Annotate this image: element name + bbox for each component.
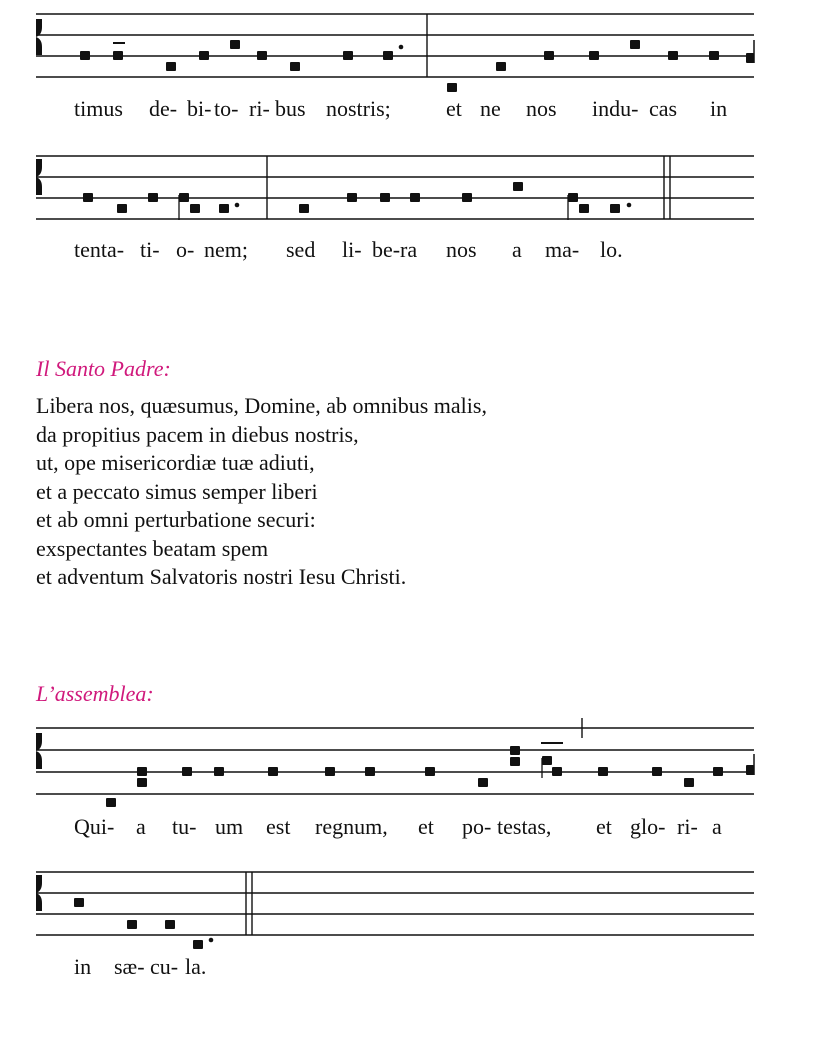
prayer-line: et ab omni perturbatione securi: bbox=[36, 507, 316, 532]
chant-staff-4 bbox=[0, 860, 814, 990]
syllable: in bbox=[710, 96, 728, 121]
syllable: nem; bbox=[204, 237, 248, 262]
syllable: bi- bbox=[187, 96, 212, 121]
syllable: cas bbox=[649, 96, 678, 121]
syllable: li- bbox=[342, 237, 362, 262]
chant-staff-2 bbox=[0, 140, 814, 270]
staff-lines-4 bbox=[0, 860, 814, 960]
syllable: nos bbox=[526, 96, 557, 121]
syllable: indu- bbox=[592, 96, 639, 121]
neumes-3 bbox=[106, 742, 754, 807]
syllable: a bbox=[712, 814, 722, 839]
syllable: et bbox=[446, 96, 462, 121]
c-clef-icon bbox=[36, 733, 42, 769]
syllable: ti- bbox=[140, 237, 160, 262]
syllable: est bbox=[266, 814, 291, 839]
syllable: ne bbox=[480, 96, 501, 121]
syllable: be- bbox=[372, 237, 401, 262]
prayer-text bbox=[36, 392, 487, 592]
syllable: nostris; bbox=[326, 96, 391, 121]
syllable: ri- bbox=[249, 96, 270, 121]
syllable: timus bbox=[74, 96, 123, 121]
neumes-2 bbox=[83, 182, 631, 220]
syllable: bus bbox=[275, 96, 306, 121]
syllable: o- bbox=[176, 237, 195, 262]
prayer-line: da propitius pacem in diebus nostris, bbox=[36, 421, 359, 447]
prayer-line: ut, ope misericordiæ tuæ adiuti, bbox=[36, 450, 315, 475]
prayer-line: et a peccato simus semper liberi bbox=[36, 478, 318, 504]
prayer-line: exspectantes beatam spem bbox=[36, 535, 269, 561]
syllable: um bbox=[215, 814, 244, 839]
staff-lines-2 bbox=[0, 140, 814, 240]
speaker-label-assembly: L’assemblea: bbox=[36, 681, 154, 706]
chant-staff-1 bbox=[0, 0, 814, 130]
prayer-line: et adventum Salvatoris nostri Iesu Christi. bbox=[36, 564, 407, 589]
neumes-1 bbox=[80, 40, 754, 92]
neumes-4 bbox=[74, 898, 213, 949]
syllable: testas, bbox=[497, 814, 552, 839]
syllable: la. bbox=[185, 954, 207, 979]
syllable: tu- bbox=[172, 814, 197, 839]
syllable: lo. bbox=[600, 237, 623, 262]
staff-lines-3 bbox=[0, 712, 814, 822]
syllable: sed bbox=[286, 237, 316, 262]
syllable: tenta- bbox=[74, 237, 125, 262]
syllable: nos bbox=[446, 237, 477, 262]
syllable: in bbox=[74, 954, 92, 979]
syllable: regnum, bbox=[315, 814, 388, 839]
staff-lines-1 bbox=[0, 0, 814, 100]
syllable: to- bbox=[214, 96, 239, 121]
syllable: et bbox=[596, 814, 612, 839]
syllable: sæ- bbox=[114, 954, 145, 979]
c-clef-icon bbox=[36, 19, 42, 55]
syllable: po- bbox=[462, 814, 492, 839]
syllable: Qui- bbox=[74, 814, 115, 839]
chant-staff-3 bbox=[0, 712, 814, 852]
syllable: glo- bbox=[630, 814, 666, 839]
syllable: et bbox=[418, 814, 434, 839]
syllable: ri- bbox=[677, 814, 698, 839]
syllable: ra bbox=[400, 237, 418, 262]
syllable: a bbox=[512, 237, 522, 262]
prayer-line: Libera nos, quæsumus, Domine, ab omnibus malis, bbox=[36, 393, 487, 418]
syllable: a bbox=[136, 814, 146, 839]
speaker-label-celebrant: Il Santo Padre: bbox=[36, 356, 171, 381]
syllable: de- bbox=[149, 96, 178, 121]
syllable: cu- bbox=[150, 954, 179, 979]
syllable: ma- bbox=[545, 237, 580, 262]
